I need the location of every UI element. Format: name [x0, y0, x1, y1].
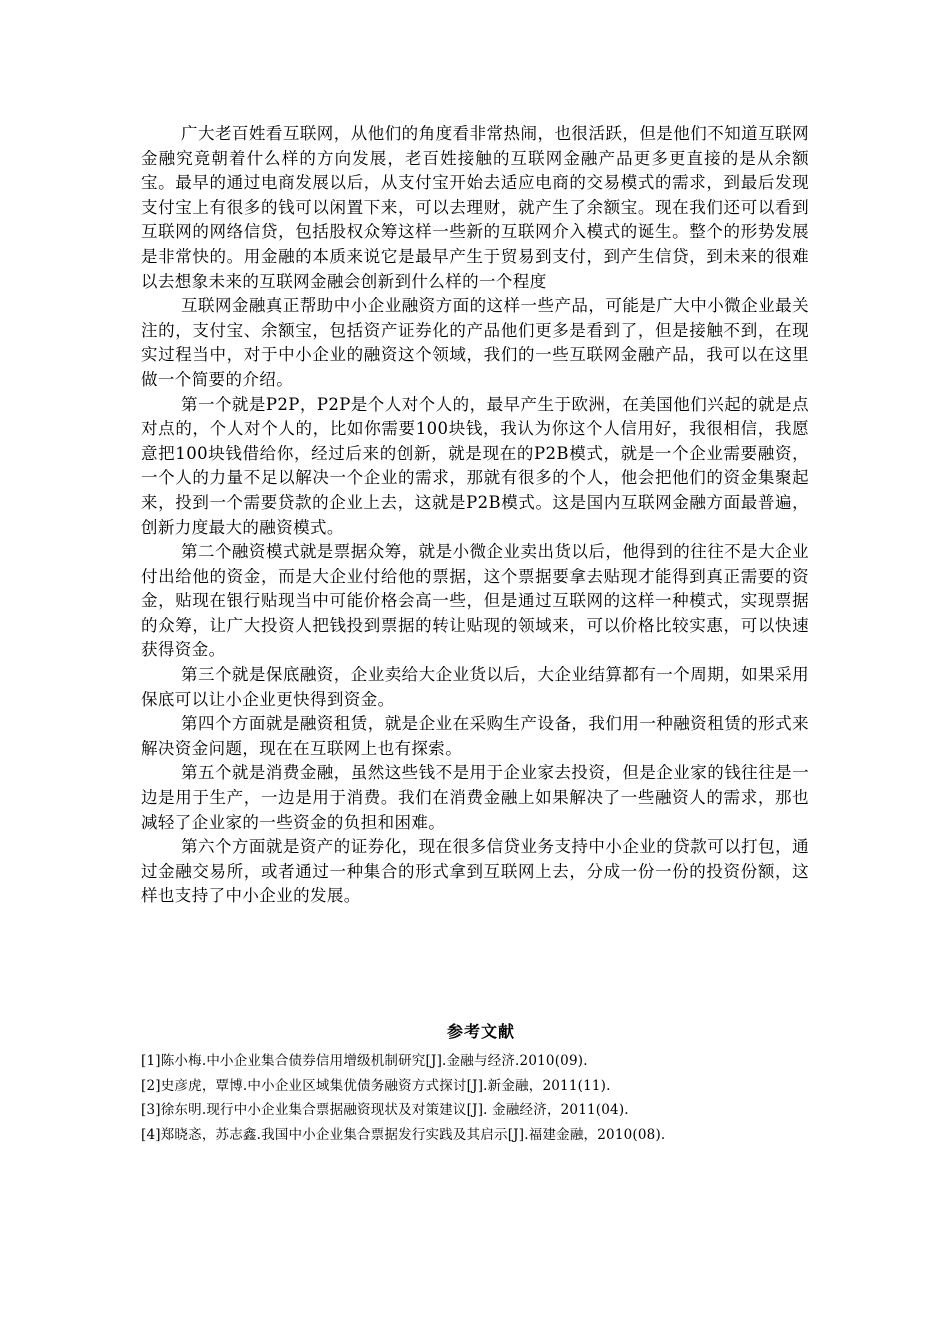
references-title: 参考文献 [446, 1022, 515, 1041]
paragraph-2: 互联网金融真正帮助中小企业融资方面的这样一些产品，可能是广大中小微企业最关注的，支付宝、余额宝，包括资产证券化的产品他们更多是看到了，但是接触不到，在现实过程当中，对于中小企业的融资这个领域，我们的一些互联网金融产品，我可以在这里做一个简要的介绍。 [141, 296, 809, 389]
paragraph-6: 第四个方面就是融资租赁，就是企业在采购生产设备，我们用一种融资租赁的形式来解决资金问题，现在在互联网上也有探索。 [141, 714, 809, 758]
references-section [141, 1019, 821, 1147]
paragraph-5: 第三个就是保底融资，企业卖给大企业货以后，大企业结算都有一个周期，如果采用保底可以让小企业更快得到资金。 [141, 665, 809, 709]
paragraph-1: 广大老百姓看互联网，从他们的角度看非常热闹，也很活跃，但是他们不知道互联网金融究竟朝着什么样的方向发展，老百姓接触的互联网金融产品更多更直接的是从余额宝。最早的通过电商发展以后，从支付宝开始去适应电商的交易模式的需求，到最后发现支付宝上有很多的钱可以闲置下来，可以去理财，就产生了余额宝。现在我们还可以看到互联网的网络信贷，包括股权众筹这样一些新的互联网介入模式的诞生。整个的形势发展是非常快的。用金融的本质来说它是最早产生于贸易到支付，到产生信贷，到未来的很难以去想象未来的互联网金融会创新到什么样的一个程度 [141, 124, 809, 291]
paragraph-3: 第一个就是P2P，P2P是个人对个人的，最早产生于欧洲，在美国他们兴起的就是点对点的，个人对个人的，比如你需要100块钱，我认为你这个人信用好，我很相信，我愿意把100块钱借给你，经过后来的创新，就是现在的P2B模式，就是一个企业需要融资，一个人的力量不足以解决一个企业的需求，那就有很多的个人，他会把他们的资金集聚起来，投到一个需要贷款的企业上去，这就是P2B模式。这是国内互联网金融方面最普遍，创新力度最大的融资模式。 [141, 394, 809, 537]
reference-item: [2]史彦虎，覃博.中小企业区域集优债务融资方式探讨[J].新金融，2011(11). [141, 1077, 611, 1094]
reference-item: [1]陈小梅.中小企业集合债券信用增级机制研究[J].金融与经济.2010(09). [141, 1053, 588, 1069]
paragraph-8: 第六个方面就是资产的证券化，现在很多信贷业务支持中小企业的贷款可以打包，通过金融交易所，或者通过一种集合的形式拿到互联网上去，分成一份一份的投资份额，这样也支持了中小企业的发展。 [141, 837, 809, 906]
paragraph-7: 第五个就是消费金融，虽然这些钱不是用于企业家去投资，但是企业家的钱往往是一边是用于生产，一边是用于消费。我们在消费金融上如果解决了一些融资人的需求，那也减轻了企业家的一些资金的负担和困难。 [141, 763, 809, 832]
body-text [141, 122, 809, 909]
paragraph-4: 第二个融资模式就是票据众筹，就是小微企业卖出货以后，他得到的往往不是大企业付出给他的资金，而是大企业付给他的票据，这个票据要拿去贴现才能得到真正需要的资金，贴现在银行贴现当中可能价格会高一些，但是通过互联网的这样一种模式，实现票据的众筹，让广大投资人把钱投到票据的转让贴现的领域来，可以价格比较实惠，可以快速获得资金。 [141, 542, 809, 660]
reference-item: [3]徐东明.现行中小企业集合票据融资现状及对策建议[J]. 金融经济，2011(04). [141, 1102, 629, 1118]
reference-item: [4]郑晓忞，苏志鑫.我国中小企业集合票据发行实践及其启示[J].福建金融，2010(08). [141, 1126, 666, 1143]
